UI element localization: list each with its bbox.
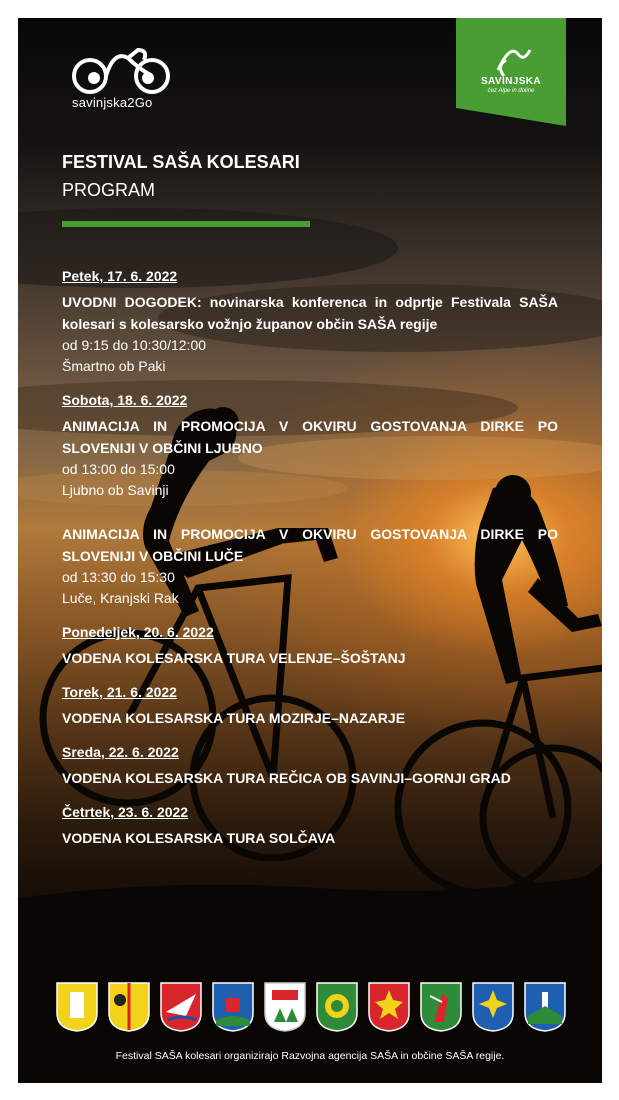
crest-5-icon [264, 982, 306, 1032]
event-time: od 13:30 do 15:30 [62, 569, 175, 585]
crest-6-icon [316, 982, 358, 1032]
event-title: UVODNI DOGODEK: novinarska konferenca in odprtje Festivala SAŠA kolesari s kolesarsko vožnjo županov občin SAŠA regije [62, 294, 558, 332]
day-date: Ponedeljek, 20. 6. 2022 [62, 624, 214, 640]
crest-4-icon [212, 982, 254, 1032]
logo-text: savinjska2Go [72, 95, 153, 110]
title-divider [62, 221, 310, 227]
event-title: VODENA KOLESARSKA TURA REČICA OB SAVINJI–GORNJI GRAD [62, 770, 511, 786]
crest-1-icon [56, 982, 98, 1032]
poster [18, 18, 602, 1083]
event-place: Luče, Kranjski Rak [62, 590, 179, 606]
page-title: FESTIVAL SAŠA KOLESARI [62, 152, 300, 172]
footer-note: Festival SAŠA kolesari organizirajo Razvojna agencija SAŠA in občine SAŠA regije. [115, 1050, 505, 1062]
municipality-crests [56, 982, 566, 1034]
badge-title: SAVINJSKA [480, 76, 542, 87]
day-date: Torek, 21. 6. 2022 [62, 684, 177, 700]
day-date: Sobota, 18. 6. 2022 [62, 392, 188, 408]
event-title: ANIMACIJA IN PROMOCIJA V OKVIRU GOSTOVANJA DIRKE PO SLOVENIJI V OBČINI LJUBNO [62, 418, 558, 456]
crest-3-icon [160, 982, 202, 1032]
event-time: od 9:15 do 10:30/12:00 [62, 337, 207, 353]
event-time: od 13:00 do 15:00 [62, 461, 175, 477]
event-title: ANIMACIJA IN PROMOCIJA V OKVIRU GOSTOVANJA DIRKE PO SLOVENIJI V OBČINI LUČE [62, 526, 558, 564]
crest-7-icon [368, 982, 410, 1032]
event-title: VODENA KOLESARSKA TURA MOZIRJE–NAZARJE [62, 710, 406, 726]
page-subtitle: PROGRAM [62, 180, 156, 200]
crest-2-icon [108, 982, 150, 1032]
badge-subtitle: čez Alpe in doline [487, 88, 535, 94]
bike-logo-icon [68, 32, 178, 132]
program-list [62, 268, 558, 849]
day-date: Sreda, 22. 6. 2022 [62, 744, 179, 760]
event-title: VODENA KOLESARSKA TURA SOLČAVA [62, 830, 336, 846]
crest-10-icon [524, 982, 566, 1032]
day-date: Četrtek, 23. 6. 2022 [62, 804, 189, 820]
event-place: Šmartno ob Paki [62, 358, 166, 374]
savinjska-badge-icon [456, 18, 566, 126]
crest-9-icon [472, 982, 514, 1032]
event-title: VODENA KOLESARSKA TURA VELENJE–ŠOŠTANJ [62, 650, 406, 666]
event-place: Ljubno ob Savinji [62, 482, 169, 498]
crest-8-icon [420, 982, 462, 1032]
day-date: Petek, 17. 6. 2022 [62, 268, 178, 284]
